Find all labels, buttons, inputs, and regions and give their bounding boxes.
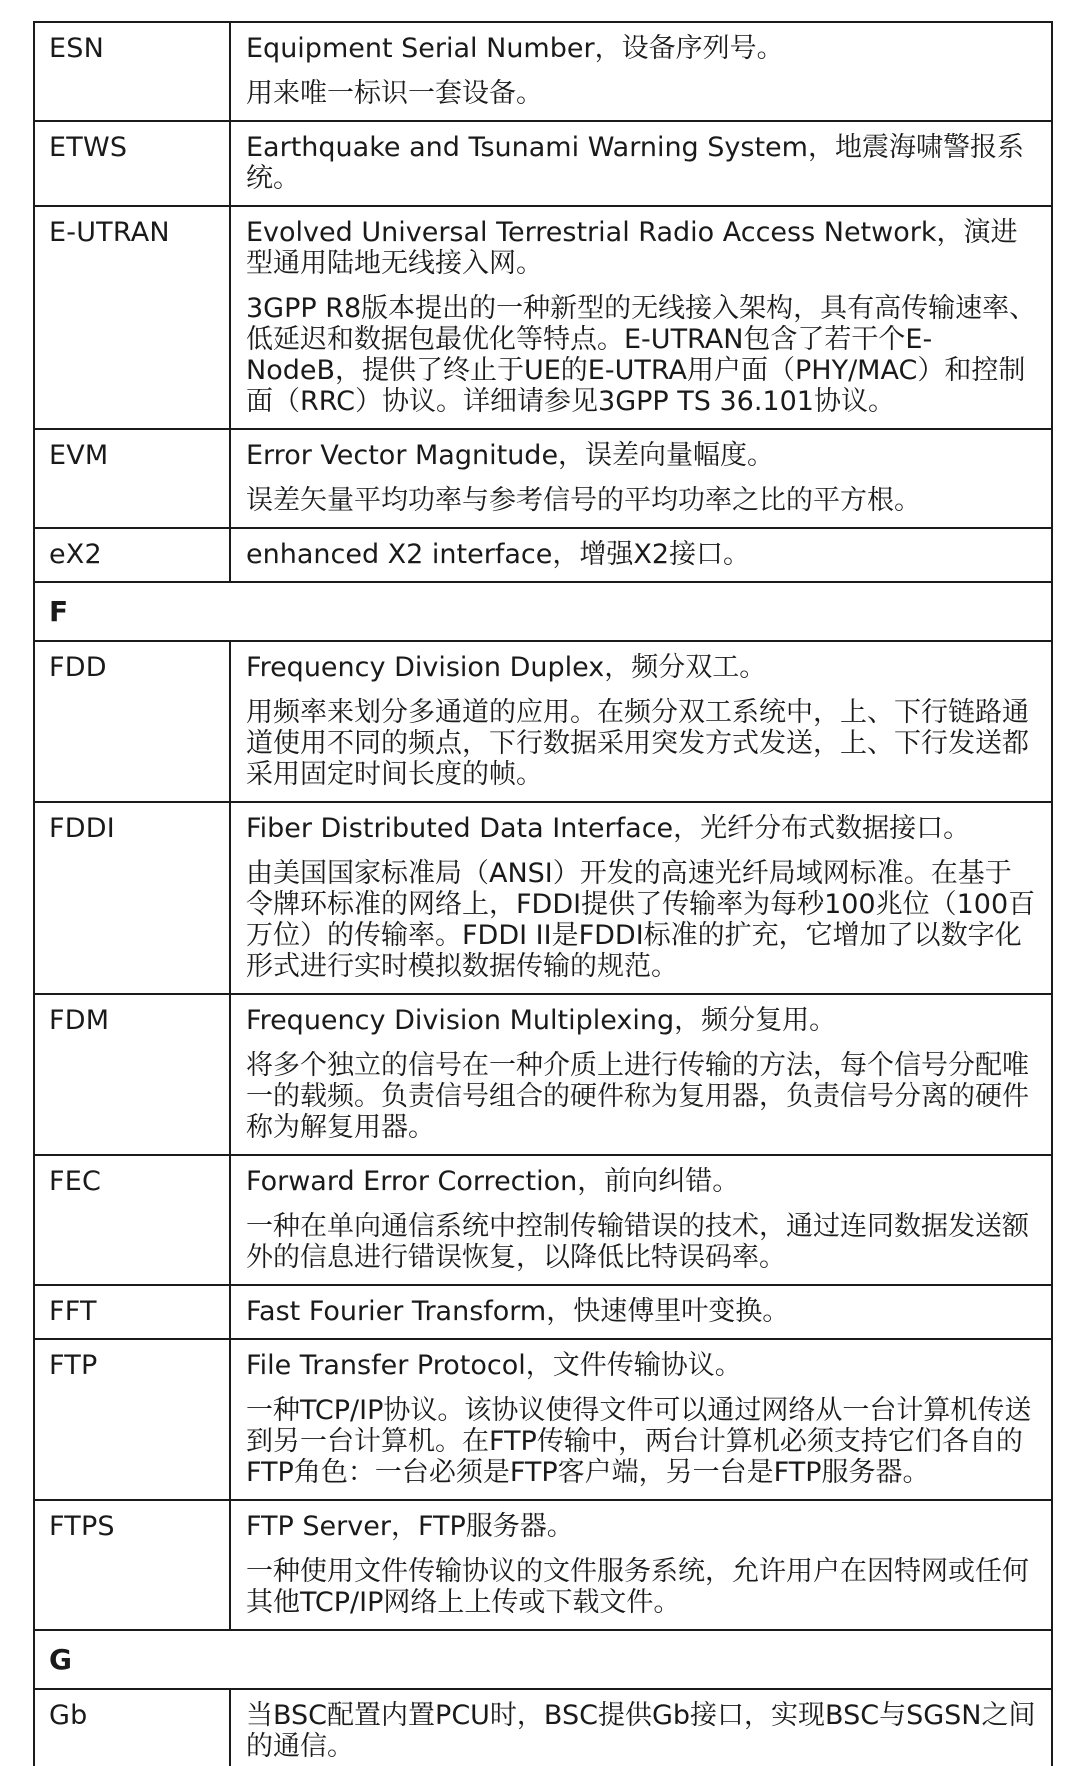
section-letter: F (34, 582, 1052, 641)
definition-paragraph: Error Vector Magnitude，误差向量幅度。 (246, 440, 775, 471)
definition-cell (230, 1689, 1052, 1766)
definition-paragraph: 3GPP R8版本提出的一种新型的无线接入架构，具有高传输速率、低延迟和数据包最优化等特点。E-UTRAN包含了若干个E-NodeB，提供了终止于UE的E-UTRA用户面（PHY/MAC）和控制面（RRC）协议。详细请参见3GPP TS 36.101协议。 (246, 293, 1037, 417)
definition-paragraph: 一种使用文件传输协议的文件服务系统，允许用户在因特网或任何其他TCP/IP网络上上传或下载文件。 (246, 1556, 1029, 1618)
glossary-row (34, 429, 1052, 528)
definition-paragraph: Frequency Division Multiplexing，频分复用。 (246, 1005, 837, 1036)
term-cell: ETWS (34, 121, 230, 206)
glossary-row (34, 802, 1052, 994)
definition-paragraph: Earthquake and Tsunami Warning System，地震海啸警报系统。 (246, 132, 1024, 194)
definition-cell (230, 1339, 1052, 1500)
glossary-row (34, 1155, 1052, 1285)
term-cell: FFT (34, 1285, 230, 1339)
definition-paragraph: 将多个独立的信号在一种介质上进行传输的方法，每个信号分配唯一的载频。负责信号组合的硬件称为复用器，负责信号分离的硬件称为解复用器。 (246, 1050, 1029, 1143)
glossary-row (34, 994, 1052, 1155)
definition-paragraph: 由美国国家标准局（ANSI）开发的高速光纤局域网标准。在基于令牌环标准的网络上，FDDI提供了传输率为每秒100兆位（100百万位）的传输率。FDDI II是FDDI标准的扩充，它增加了以数字化形式进行实时模拟数据传输的规范。 (246, 858, 1036, 982)
definition-paragraph: 一种在单向通信系统中控制传输错误的技术，通过连同数据发送额外的信息进行错误恢复，以降低比特误码率。 (246, 1211, 1029, 1273)
section-header-row (34, 582, 1052, 641)
definition-cell (230, 1285, 1052, 1339)
section-header-row (34, 1630, 1052, 1689)
term-cell: FDM (34, 994, 230, 1155)
glossary-row (34, 641, 1052, 802)
glossary-row (34, 1689, 1052, 1766)
definition-cell (230, 429, 1052, 528)
definition-cell (230, 528, 1052, 582)
definition-cell (230, 641, 1052, 802)
definition-paragraph: 用频率来划分多通道的应用。在频分双工系统中，上、下行链路通道使用不同的频点，下行数据采用突发方式发送，上、下行发送都采用固定时间长度的帧。 (246, 697, 1029, 790)
term-cell: E-UTRAN (34, 206, 230, 429)
term-cell: ESN (34, 22, 230, 121)
glossary-row (34, 528, 1052, 582)
glossary-table (33, 21, 1053, 1766)
definition-cell (230, 994, 1052, 1155)
glossary-row (34, 1285, 1052, 1339)
definition-paragraph: Equipment Serial Number，设备序列号。 (246, 33, 784, 64)
glossary-row (34, 1339, 1052, 1500)
definition-cell (230, 22, 1052, 121)
definition-paragraph: FTP Server，FTP服务器。 (246, 1511, 574, 1542)
term-cell: FEC (34, 1155, 230, 1285)
definition-paragraph: enhanced X2 interface，增强X2接口。 (246, 539, 751, 570)
glossary-row (34, 206, 1052, 429)
glossary-row (34, 121, 1052, 206)
term-cell: Gb (34, 1689, 230, 1766)
definition-cell (230, 1155, 1052, 1285)
term-cell: FDDI (34, 802, 230, 994)
definition-paragraph: 当BSC配置内置PCU时，BSC提供Gb接口，实现BSC与SGSN之间的通信。 (246, 1700, 1036, 1762)
section-letter: G (34, 1630, 1052, 1689)
definition-paragraph: 一种TCP/IP协议。该协议使得文件可以通过网络从一台计算机传送到另一台计算机。在FTP传输中，两台计算机必须支持它们各自的FTP角色：一台必须是FTP客户端，另一台是FTP服务器。 (246, 1395, 1032, 1488)
definition-paragraph: Fast Fourier Transform，快速傅里叶变换。 (246, 1296, 790, 1327)
glossary-row (34, 22, 1052, 121)
definition-cell (230, 206, 1052, 429)
term-cell: FTPS (34, 1500, 230, 1630)
definition-paragraph: Evolved Universal Terrestrial Radio Access Network，演进型通用陆地无线接入网。 (246, 217, 1018, 279)
term-cell: FTP (34, 1339, 230, 1500)
definition-cell (230, 121, 1052, 206)
definition-paragraph: Frequency Division Duplex，频分双工。 (246, 652, 767, 683)
term-cell: EVM (34, 429, 230, 528)
glossary-row (34, 1500, 1052, 1630)
definition-paragraph: Fiber Distributed Data Interface，光纤分布式数据接口。 (246, 813, 971, 844)
definition-paragraph: 误差矢量平均功率与参考信号的平均功率之比的平方根。 (246, 485, 921, 516)
definition-cell (230, 802, 1052, 994)
glossary-table-body (34, 22, 1052, 1766)
definition-paragraph: 用来唯一标识一套设备。 (246, 78, 543, 109)
definition-paragraph: File Transfer Protocol，文件传输协议。 (246, 1350, 742, 1381)
definition-cell (230, 1500, 1052, 1630)
term-cell: FDD (34, 641, 230, 802)
definition-paragraph: Forward Error Correction，前向纠错。 (246, 1166, 740, 1197)
term-cell: eX2 (34, 528, 230, 582)
